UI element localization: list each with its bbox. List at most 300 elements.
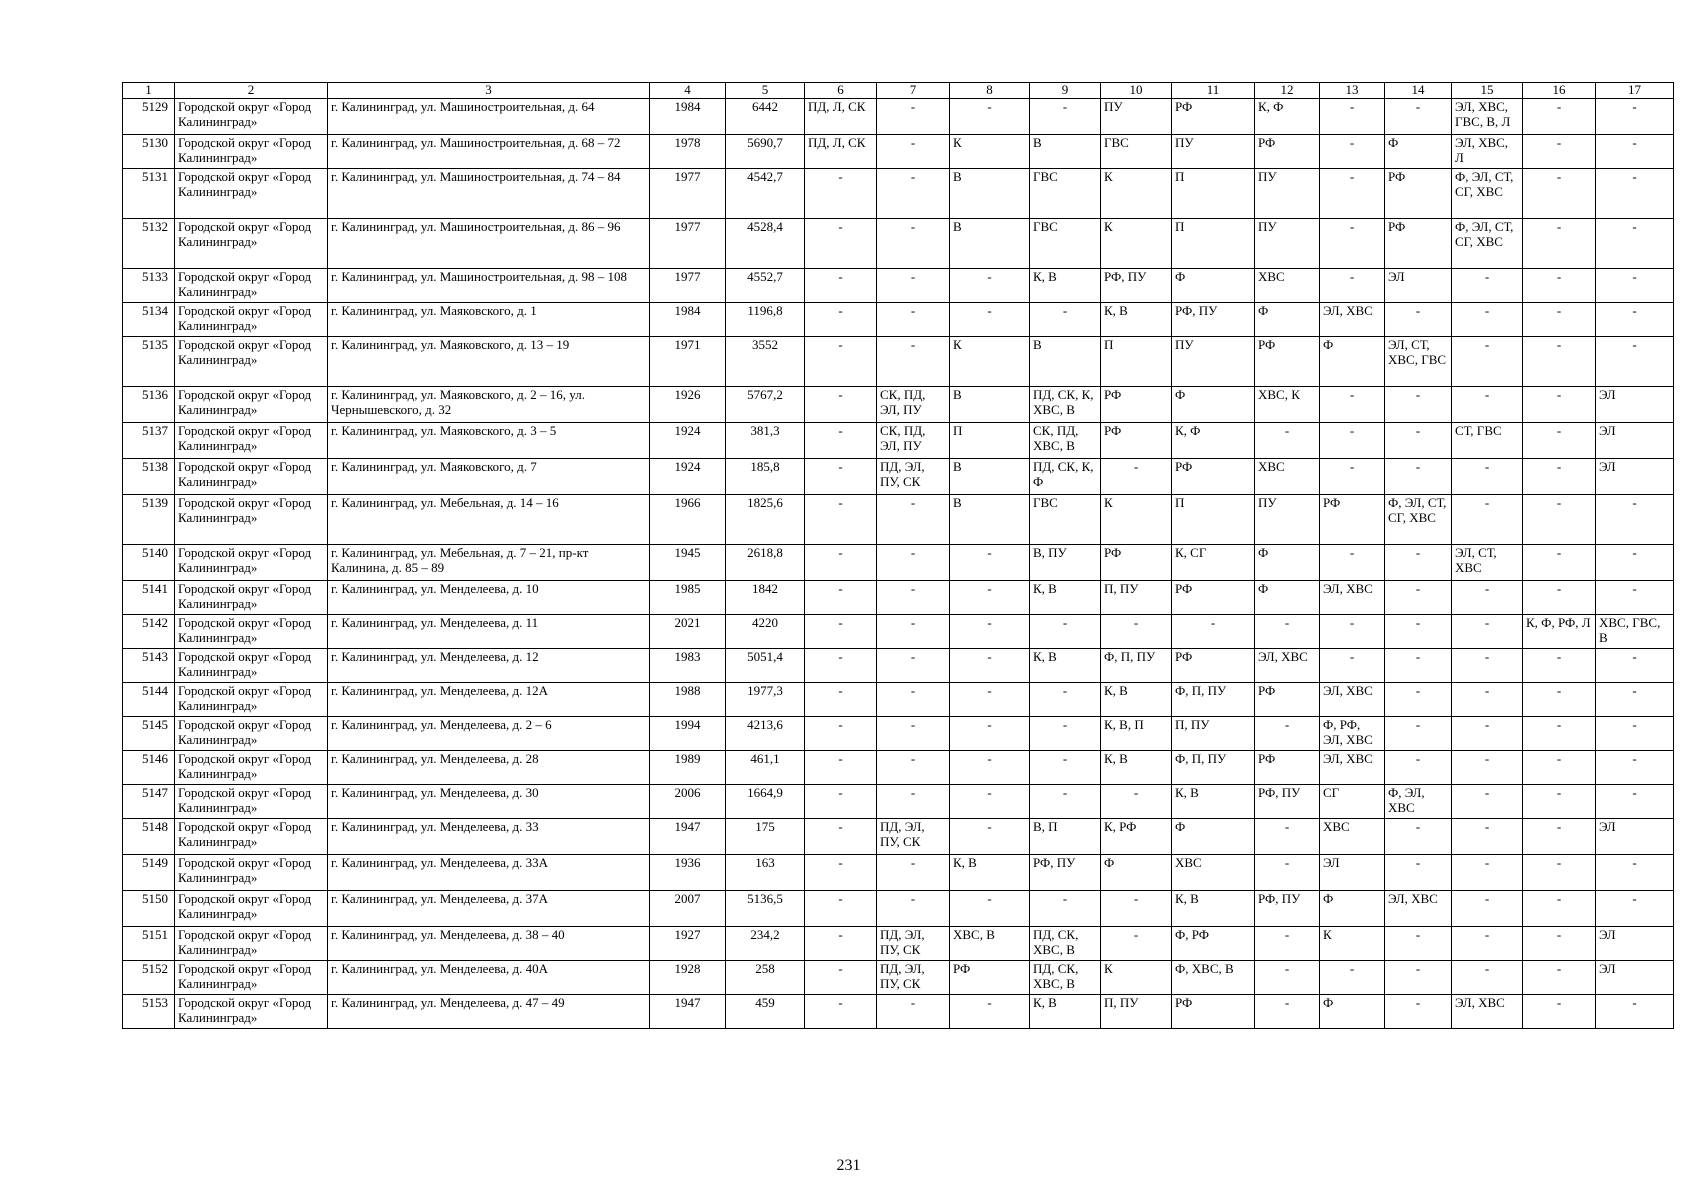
cell-col-6: - xyxy=(805,927,877,961)
cell-col-7: - xyxy=(877,995,950,1029)
cell-col-14: РФ xyxy=(1385,219,1452,269)
cell-col-6: - xyxy=(805,545,877,581)
cell-col-6: - xyxy=(805,961,877,995)
cell-col-13: Ф, РФ, ЭЛ, ХВС xyxy=(1320,717,1385,751)
cell-col-9: - xyxy=(1030,99,1101,135)
cell-col-6: - xyxy=(805,459,877,495)
cell-col-13: ХВС xyxy=(1320,819,1385,855)
table-row xyxy=(123,269,1674,303)
cell-col-7: - xyxy=(877,99,950,135)
cell-col-3: г. Калининград, ул. Маяковского, д. 7 xyxy=(328,459,650,495)
cell-col-12: РФ, ПУ xyxy=(1255,785,1320,819)
cell-col-7: - xyxy=(877,581,950,615)
cell-col-6: - xyxy=(805,303,877,337)
cell-col-6: - xyxy=(805,995,877,1029)
cell-col-8: - xyxy=(950,891,1030,927)
column-number-header xyxy=(123,83,1674,99)
cell-col-17: - xyxy=(1596,495,1674,545)
cell-col-3: г. Калининград, ул. Менделеева, д. 40А xyxy=(328,961,650,995)
cell-col-3: г. Калининград, ул. Машиностроительная, д. 74 – 84 xyxy=(328,169,650,219)
cell-col-9: - xyxy=(1030,751,1101,785)
cell-col-8: - xyxy=(950,303,1030,337)
cell-col-16: - xyxy=(1523,423,1596,459)
cell-col-6: - xyxy=(805,751,877,785)
cell-col-1: 5149 xyxy=(123,855,175,891)
cell-col-12: ПУ xyxy=(1255,169,1320,219)
cell-col-12: ПУ xyxy=(1255,219,1320,269)
cell-col-15: - xyxy=(1452,615,1523,649)
housing-register-table xyxy=(122,82,1674,1029)
cell-col-9: ПД, СК, К, ХВС, В xyxy=(1030,387,1101,423)
table-row xyxy=(123,683,1674,717)
cell-col-3: г. Калининград, ул. Менделеева, д. 47 – 49 xyxy=(328,995,650,1029)
cell-col-7: ПД, ЭЛ, ПУ, СК xyxy=(877,927,950,961)
cell-col-11: ПУ xyxy=(1172,337,1255,387)
cell-col-4: 1924 xyxy=(650,423,726,459)
cell-col-5: 163 xyxy=(726,855,805,891)
cell-col-17: - xyxy=(1596,337,1674,387)
cell-col-15: - xyxy=(1452,495,1523,545)
cell-col-10: П, ПУ xyxy=(1101,581,1172,615)
cell-col-12: - xyxy=(1255,927,1320,961)
cell-col-7: - xyxy=(877,683,950,717)
cell-col-6: - xyxy=(805,717,877,751)
cell-col-10: К, В xyxy=(1101,683,1172,717)
cell-col-11: РФ xyxy=(1172,995,1255,1029)
cell-col-17: - xyxy=(1596,545,1674,581)
cell-col-1: 5150 xyxy=(123,891,175,927)
cell-col-17: - xyxy=(1596,855,1674,891)
cell-col-10: - xyxy=(1101,927,1172,961)
table-row xyxy=(123,337,1674,387)
cell-col-2: Городской округ «Город Калининград» xyxy=(175,615,328,649)
cell-col-3: г. Калининград, ул. Менделеева, д. 33 xyxy=(328,819,650,855)
cell-col-2: Городской округ «Город Калининград» xyxy=(175,995,328,1029)
cell-col-16: - xyxy=(1523,581,1596,615)
cell-col-10: Ф xyxy=(1101,855,1172,891)
cell-col-6: - xyxy=(805,495,877,545)
cell-col-5: 4213,6 xyxy=(726,717,805,751)
cell-col-2: Городской округ «Город Калининград» xyxy=(175,581,328,615)
cell-col-13: - xyxy=(1320,219,1385,269)
cell-col-2: Городской округ «Город Калининград» xyxy=(175,169,328,219)
cell-col-16: - xyxy=(1523,269,1596,303)
table-row xyxy=(123,459,1674,495)
cell-col-2: Городской округ «Город Калининград» xyxy=(175,855,328,891)
cell-col-16: - xyxy=(1523,387,1596,423)
cell-col-8: В xyxy=(950,387,1030,423)
cell-col-7: - xyxy=(877,495,950,545)
cell-col-14: - xyxy=(1385,581,1452,615)
cell-col-16: - xyxy=(1523,927,1596,961)
cell-col-13: - xyxy=(1320,615,1385,649)
cell-col-8: РФ xyxy=(950,961,1030,995)
cell-col-16: - xyxy=(1523,545,1596,581)
cell-col-5: 6442 xyxy=(726,99,805,135)
table-row xyxy=(123,855,1674,891)
cell-col-16: - xyxy=(1523,649,1596,683)
cell-col-8: - xyxy=(950,717,1030,751)
cell-col-17: - xyxy=(1596,649,1674,683)
cell-col-16: - xyxy=(1523,219,1596,269)
cell-col-9: ПД, СК, ХВС, В xyxy=(1030,927,1101,961)
table-row xyxy=(123,545,1674,581)
cell-col-17: - xyxy=(1596,717,1674,751)
cell-col-5: 1842 xyxy=(726,581,805,615)
cell-col-10: РФ xyxy=(1101,387,1172,423)
cell-col-6: - xyxy=(805,615,877,649)
cell-col-9: В xyxy=(1030,337,1101,387)
cell-col-12: - xyxy=(1255,423,1320,459)
cell-col-13: - xyxy=(1320,459,1385,495)
cell-col-6: - xyxy=(805,581,877,615)
header-cell-6: 6 xyxy=(805,83,877,99)
cell-col-14: - xyxy=(1385,649,1452,683)
cell-col-11: Ф xyxy=(1172,819,1255,855)
table-row xyxy=(123,891,1674,927)
cell-col-17: - xyxy=(1596,581,1674,615)
cell-col-9: В xyxy=(1030,135,1101,169)
cell-col-8: - xyxy=(950,545,1030,581)
cell-col-14: - xyxy=(1385,423,1452,459)
cell-col-11: РФ xyxy=(1172,581,1255,615)
cell-col-1: 5153 xyxy=(123,995,175,1029)
cell-col-3: г. Калининград, ул. Менделеева, д. 11 xyxy=(328,615,650,649)
cell-col-11: Ф, РФ xyxy=(1172,927,1255,961)
cell-col-5: 4220 xyxy=(726,615,805,649)
cell-col-16: - xyxy=(1523,135,1596,169)
cell-col-16: - xyxy=(1523,717,1596,751)
table-row xyxy=(123,135,1674,169)
cell-col-4: 2007 xyxy=(650,891,726,927)
cell-col-11: Ф, П, ПУ xyxy=(1172,683,1255,717)
cell-col-10: - xyxy=(1101,459,1172,495)
cell-col-3: г. Калининград, ул. Менделеева, д. 33А xyxy=(328,855,650,891)
cell-col-14: ЭЛ xyxy=(1385,269,1452,303)
cell-col-16: - xyxy=(1523,995,1596,1029)
cell-col-10: ГВС xyxy=(1101,135,1172,169)
cell-col-15: - xyxy=(1452,717,1523,751)
cell-col-1: 5148 xyxy=(123,819,175,855)
cell-col-15: - xyxy=(1452,459,1523,495)
cell-col-2: Городской округ «Город Калининград» xyxy=(175,819,328,855)
header-cell-11: 11 xyxy=(1172,83,1255,99)
cell-col-11: ПУ xyxy=(1172,135,1255,169)
cell-col-12: Ф xyxy=(1255,545,1320,581)
cell-col-17: ЭЛ xyxy=(1596,927,1674,961)
cell-col-1: 5139 xyxy=(123,495,175,545)
cell-col-5: 2618,8 xyxy=(726,545,805,581)
cell-col-3: г. Калининград, ул. Машиностроительная, д. 86 – 96 xyxy=(328,219,650,269)
cell-col-16: - xyxy=(1523,459,1596,495)
cell-col-4: 1966 xyxy=(650,495,726,545)
cell-col-8: ХВС, В xyxy=(950,927,1030,961)
cell-col-15: - xyxy=(1452,303,1523,337)
cell-col-4: 1947 xyxy=(650,819,726,855)
cell-col-12: - xyxy=(1255,717,1320,751)
cell-col-13: - xyxy=(1320,961,1385,995)
cell-col-17: - xyxy=(1596,135,1674,169)
cell-col-11: К, Ф xyxy=(1172,423,1255,459)
header-cell-3: 3 xyxy=(328,83,650,99)
cell-col-9: В, ПУ xyxy=(1030,545,1101,581)
cell-col-9: ПД, СК, К, Ф xyxy=(1030,459,1101,495)
cell-col-12: К, Ф xyxy=(1255,99,1320,135)
cell-col-17: ЭЛ xyxy=(1596,961,1674,995)
cell-col-2: Городской округ «Город Калининград» xyxy=(175,649,328,683)
table-row xyxy=(123,169,1674,219)
table-row xyxy=(123,961,1674,995)
cell-col-9: - xyxy=(1030,303,1101,337)
cell-col-13: ЭЛ, ХВС xyxy=(1320,751,1385,785)
table-row xyxy=(123,219,1674,269)
cell-col-12: - xyxy=(1255,615,1320,649)
cell-col-2: Городской округ «Город Калининград» xyxy=(175,717,328,751)
cell-col-10: К, В, П xyxy=(1101,717,1172,751)
cell-col-16: К, Ф, РФ, Л xyxy=(1523,615,1596,649)
cell-col-15: - xyxy=(1452,649,1523,683)
cell-col-1: 5136 xyxy=(123,387,175,423)
cell-col-1: 5135 xyxy=(123,337,175,387)
cell-col-6: - xyxy=(805,649,877,683)
cell-col-7: - xyxy=(877,269,950,303)
cell-col-5: 175 xyxy=(726,819,805,855)
cell-col-5: 461,1 xyxy=(726,751,805,785)
cell-col-17: ЭЛ xyxy=(1596,387,1674,423)
cell-col-2: Городской округ «Город Калининград» xyxy=(175,785,328,819)
cell-col-8: К xyxy=(950,337,1030,387)
cell-col-3: г. Калининград, ул. Менделеева, д. 10 xyxy=(328,581,650,615)
table-row xyxy=(123,423,1674,459)
cell-col-16: - xyxy=(1523,785,1596,819)
cell-col-17: - xyxy=(1596,785,1674,819)
cell-col-16: - xyxy=(1523,337,1596,387)
cell-col-13: - xyxy=(1320,135,1385,169)
cell-col-15: - xyxy=(1452,387,1523,423)
cell-col-4: 1977 xyxy=(650,219,726,269)
table-row xyxy=(123,581,1674,615)
table-row xyxy=(123,99,1674,135)
cell-col-10: РФ xyxy=(1101,423,1172,459)
cell-col-11: Ф, ХВС, В xyxy=(1172,961,1255,995)
cell-col-10: К xyxy=(1101,169,1172,219)
cell-col-13: ЭЛ, ХВС xyxy=(1320,683,1385,717)
table-row xyxy=(123,495,1674,545)
cell-col-2: Городской округ «Город Калининград» xyxy=(175,219,328,269)
cell-col-9: - xyxy=(1030,891,1101,927)
header-cell-16: 16 xyxy=(1523,83,1596,99)
cell-col-7: - xyxy=(877,785,950,819)
cell-col-5: 258 xyxy=(726,961,805,995)
cell-col-16: - xyxy=(1523,819,1596,855)
cell-col-9: К, В xyxy=(1030,581,1101,615)
cell-col-3: г. Калининград, ул. Мебельная, д. 14 – 16 xyxy=(328,495,650,545)
cell-col-13: Ф xyxy=(1320,995,1385,1029)
cell-col-14: - xyxy=(1385,751,1452,785)
cell-col-6: - xyxy=(805,423,877,459)
cell-col-14: ЭЛ, СТ, ХВС, ГВС xyxy=(1385,337,1452,387)
cell-col-7: ПД, ЭЛ, ПУ, СК xyxy=(877,961,950,995)
cell-col-17: ХВС, ГВС, В xyxy=(1596,615,1674,649)
cell-col-14: - xyxy=(1385,855,1452,891)
cell-col-4: 1924 xyxy=(650,459,726,495)
cell-col-9: ГВС xyxy=(1030,169,1101,219)
cell-col-7: - xyxy=(877,717,950,751)
cell-col-5: 5690,7 xyxy=(726,135,805,169)
cell-col-13: Ф xyxy=(1320,337,1385,387)
cell-col-14: - xyxy=(1385,927,1452,961)
cell-col-14: - xyxy=(1385,995,1452,1029)
cell-col-9: РФ, ПУ xyxy=(1030,855,1101,891)
cell-col-11: РФ xyxy=(1172,99,1255,135)
cell-col-2: Городской округ «Город Калининград» xyxy=(175,387,328,423)
cell-col-8: П xyxy=(950,423,1030,459)
cell-col-1: 5137 xyxy=(123,423,175,459)
cell-col-14: Ф xyxy=(1385,135,1452,169)
cell-col-16: - xyxy=(1523,169,1596,219)
cell-col-7: ПД, ЭЛ, ПУ, СК xyxy=(877,459,950,495)
cell-col-2: Городской округ «Город Калининград» xyxy=(175,961,328,995)
cell-col-5: 5767,2 xyxy=(726,387,805,423)
cell-col-1: 5144 xyxy=(123,683,175,717)
cell-col-17: - xyxy=(1596,751,1674,785)
table-row xyxy=(123,785,1674,819)
cell-col-17: - xyxy=(1596,303,1674,337)
cell-col-14: ЭЛ, ХВС xyxy=(1385,891,1452,927)
cell-col-16: - xyxy=(1523,891,1596,927)
cell-col-9: В, П xyxy=(1030,819,1101,855)
cell-col-14: - xyxy=(1385,99,1452,135)
cell-col-17: ЭЛ xyxy=(1596,423,1674,459)
cell-col-6: - xyxy=(805,819,877,855)
cell-col-13: ЭЛ, ХВС xyxy=(1320,303,1385,337)
cell-col-15: - xyxy=(1452,751,1523,785)
cell-col-17: ЭЛ xyxy=(1596,459,1674,495)
cell-col-6: ПД, Л, СК xyxy=(805,99,877,135)
cell-col-15: - xyxy=(1452,269,1523,303)
cell-col-2: Городской округ «Город Калининград» xyxy=(175,751,328,785)
header-cell-15: 15 xyxy=(1452,83,1523,99)
header-cell-1: 1 xyxy=(123,83,175,99)
cell-col-12: РФ xyxy=(1255,751,1320,785)
cell-col-5: 5051,4 xyxy=(726,649,805,683)
cell-col-11: РФ xyxy=(1172,649,1255,683)
cell-col-6: - xyxy=(805,891,877,927)
cell-col-15: - xyxy=(1452,927,1523,961)
page-number: 231 xyxy=(836,1157,861,1174)
cell-col-11: - xyxy=(1172,615,1255,649)
cell-col-16: - xyxy=(1523,855,1596,891)
cell-col-8: В xyxy=(950,169,1030,219)
header-row xyxy=(123,83,1674,99)
cell-col-12: - xyxy=(1255,995,1320,1029)
cell-col-10: ПУ xyxy=(1101,99,1172,135)
cell-col-2: Городской округ «Город Калининград» xyxy=(175,337,328,387)
cell-col-14: - xyxy=(1385,615,1452,649)
cell-col-5: 4542,7 xyxy=(726,169,805,219)
cell-col-15: ЭЛ, ХВС xyxy=(1452,995,1523,1029)
cell-col-2: Городской округ «Город Калининград» xyxy=(175,423,328,459)
cell-col-13: Ф xyxy=(1320,891,1385,927)
cell-col-7: СК, ПД, ЭЛ, ПУ xyxy=(877,423,950,459)
cell-col-3: г. Калининград, ул. Маяковского, д. 13 – 19 xyxy=(328,337,650,387)
cell-col-8: К, В xyxy=(950,855,1030,891)
cell-col-11: ХВС xyxy=(1172,855,1255,891)
cell-col-7: - xyxy=(877,545,950,581)
cell-col-3: г. Калининград, ул. Маяковского, д. 1 xyxy=(328,303,650,337)
cell-col-15: - xyxy=(1452,891,1523,927)
cell-col-16: - xyxy=(1523,303,1596,337)
cell-col-9: - xyxy=(1030,785,1101,819)
cell-col-2: Городской округ «Город Калининград» xyxy=(175,545,328,581)
table-row xyxy=(123,649,1674,683)
cell-col-3: г. Калининград, ул. Менделеева, д. 28 xyxy=(328,751,650,785)
cell-col-15: ЭЛ, ХВС, Л xyxy=(1452,135,1523,169)
table-body xyxy=(123,99,1674,1029)
cell-col-8: - xyxy=(950,819,1030,855)
cell-col-4: 1926 xyxy=(650,387,726,423)
cell-col-6: - xyxy=(805,269,877,303)
cell-col-2: Городской округ «Город Калининград» xyxy=(175,459,328,495)
cell-col-4: 1936 xyxy=(650,855,726,891)
cell-col-10: К, РФ xyxy=(1101,819,1172,855)
cell-col-5: 381,3 xyxy=(726,423,805,459)
cell-col-4: 1928 xyxy=(650,961,726,995)
cell-col-12: РФ xyxy=(1255,135,1320,169)
cell-col-8: - xyxy=(950,99,1030,135)
cell-col-7: - xyxy=(877,169,950,219)
cell-col-12: - xyxy=(1255,855,1320,891)
header-cell-5: 5 xyxy=(726,83,805,99)
cell-col-4: 1983 xyxy=(650,649,726,683)
cell-col-1: 5131 xyxy=(123,169,175,219)
cell-col-7: ПД, ЭЛ, ПУ, СК xyxy=(877,819,950,855)
cell-col-14: - xyxy=(1385,819,1452,855)
cell-col-9: - xyxy=(1030,615,1101,649)
cell-col-8: К xyxy=(950,135,1030,169)
cell-col-8: - xyxy=(950,683,1030,717)
cell-col-1: 5145 xyxy=(123,717,175,751)
cell-col-17: - xyxy=(1596,219,1674,269)
cell-col-1: 5141 xyxy=(123,581,175,615)
table-row xyxy=(123,995,1674,1029)
cell-col-4: 2006 xyxy=(650,785,726,819)
cell-col-9: К, В xyxy=(1030,269,1101,303)
cell-col-17: ЭЛ xyxy=(1596,819,1674,855)
cell-col-6: - xyxy=(805,337,877,387)
cell-col-12: ХВС xyxy=(1255,269,1320,303)
table-row xyxy=(123,751,1674,785)
cell-col-15: СТ, ГВС xyxy=(1452,423,1523,459)
cell-col-13: СГ xyxy=(1320,785,1385,819)
header-cell-17: 17 xyxy=(1596,83,1674,99)
cell-col-15: ЭЛ, ХВС, ГВС, В, Л xyxy=(1452,99,1523,135)
header-cell-14: 14 xyxy=(1385,83,1452,99)
cell-col-12: ХВС xyxy=(1255,459,1320,495)
cell-col-1: 5134 xyxy=(123,303,175,337)
cell-col-15: - xyxy=(1452,785,1523,819)
table-row xyxy=(123,387,1674,423)
cell-col-9: К, В xyxy=(1030,649,1101,683)
cell-col-7: - xyxy=(877,337,950,387)
cell-col-12: ЭЛ, ХВС xyxy=(1255,649,1320,683)
cell-col-17: - xyxy=(1596,269,1674,303)
cell-col-5: 4528,4 xyxy=(726,219,805,269)
cell-col-1: 5146 xyxy=(123,751,175,785)
cell-col-15: - xyxy=(1452,581,1523,615)
cell-col-13: К xyxy=(1320,927,1385,961)
cell-col-4: 1945 xyxy=(650,545,726,581)
